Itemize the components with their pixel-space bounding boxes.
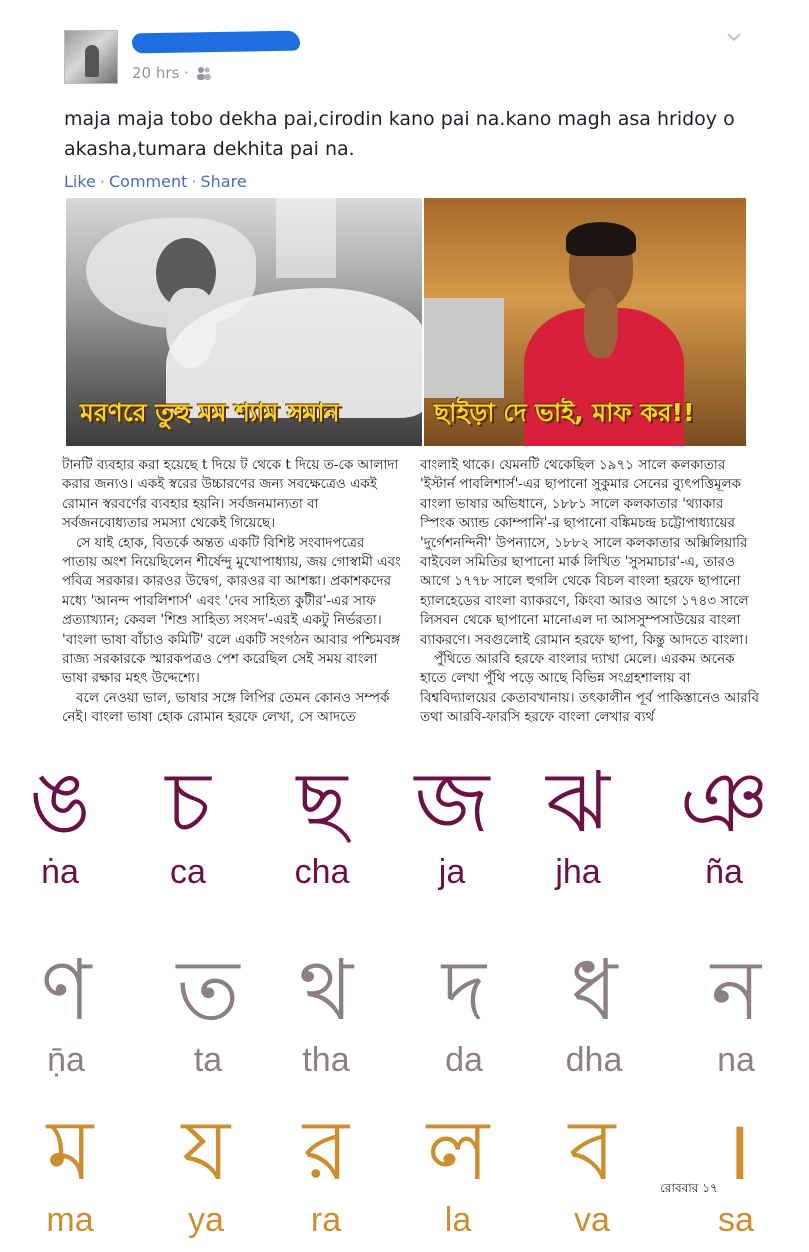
bengali-glyph: ত xyxy=(176,941,240,1039)
photo-caption-left: মরণরে তুহু মম শ্যাম সমান xyxy=(80,398,340,427)
transliteration: ja xyxy=(438,853,466,891)
page-footer: রোববার ১৭ xyxy=(660,1181,718,1195)
letter-card xyxy=(10,1100,130,1240)
transliteration: da xyxy=(445,1041,483,1079)
letter-card xyxy=(148,940,268,1080)
monitor xyxy=(424,298,504,398)
folded-hands xyxy=(584,288,618,358)
bengali-glyph: য xyxy=(181,1101,231,1199)
bengali-glyph: ঝ xyxy=(546,753,610,851)
article-paragraph: বলে নেওয়া ভাল, ভাষার সঙ্গে লিপির তেমন কোনও সম্পর্ক নেই। বাংলা ভাষা হোক রোমান হরফে লেখা, সে আদতে xyxy=(62,689,390,726)
bengali-glyph: থ xyxy=(298,941,354,1039)
transliteration: tha xyxy=(302,1041,350,1079)
post-timestamp[interactable]: 20 hrs · xyxy=(132,64,189,82)
window-light xyxy=(276,198,336,278)
bengali-glyph: ধ xyxy=(570,941,618,1039)
bengali-glyph: ঙ xyxy=(29,753,91,851)
bengali-glyph: জ xyxy=(414,753,490,851)
avatar[interactable] xyxy=(64,30,118,84)
transliteration: sa xyxy=(718,1201,754,1239)
bengali-glyph: র xyxy=(302,1101,350,1199)
letter-card xyxy=(534,940,654,1080)
share-link[interactable]: Share xyxy=(200,172,247,191)
comment-link[interactable]: Comment xyxy=(109,172,188,191)
bengali-glyph: ণ xyxy=(40,941,92,1039)
transliteration: ya xyxy=(188,1201,224,1239)
friends-audience-icon[interactable] xyxy=(196,66,212,80)
transliteration: cha xyxy=(294,853,350,891)
transliteration: jha xyxy=(555,853,601,891)
transliteration: ma xyxy=(46,1201,94,1239)
article-column-left xyxy=(62,456,402,728)
bengali-glyph: ব xyxy=(568,1101,616,1199)
letter-card xyxy=(128,752,248,892)
bengali-glyph: চ xyxy=(165,753,211,851)
redacted-username xyxy=(132,31,300,54)
action-separator: · xyxy=(191,172,197,191)
facebook-post xyxy=(48,14,760,204)
letter-card xyxy=(676,1100,796,1240)
transliteration: ṇ̄a xyxy=(47,1041,85,1079)
letter-card xyxy=(262,752,382,892)
article-paragraph: বাংলাই থাকে। যেমনটি থেকেছিল ১৯৭১ সালে কলকাতার 'ইস্টার্ন পাবলিশার্স'-এর ছাপানো সুকুমার সেনের ব্যুৎপত্তিমূলক বাংলা ভাষার অভিধানে, ১৮৮১ সালে কলকাতার 'থ্যাকার স্পিংক অ্যান্ড কোম্পানি'-র ছাপানো বঙ্কিমচন্দ্র চট্টোপাধ্যায়ের 'দুর্গেশনন্দিনী' উপন্যাসে, ১৮৮২ সালে কলকাতার অক্সিলিয়ারি বাইবেল সমিতির ছাপানো মার্ক লিখিত 'সুসমাচার'-এ, তারও আগে ১৭৭৮ সালে হুগলি থেকে বিচল বাংলা হরফে ছাপানো হ্যালহেডের বাংলা ব্যাকরণে, কিংবা আরও আগে ১৭৪৩ সালে লিসবন থেকে ছাপানো মানোএল দা আসসুম্পসাউয়ের বাংলা ব্যাকরণে। সবগুলোই রোমান হরফে ছাপা, কিন্তু আদতে বাংলা। xyxy=(420,457,749,648)
post-text: maja maja tobo dekha pai,cirodin kano pai na.kano magh asa hridoy o akasha,tumara dekhita pai na. xyxy=(64,108,735,160)
letter-card xyxy=(392,752,512,892)
letter-card xyxy=(266,940,386,1080)
letter-card xyxy=(532,1100,652,1240)
letter-card xyxy=(518,752,638,892)
post-actions xyxy=(64,172,247,191)
letter-card xyxy=(6,940,126,1080)
letter-card xyxy=(676,940,796,1080)
article-paragraph: পুঁথিতে আরবি হরফে বাংলার দ্যাখা মেলে। এরকম অনেক হাতে লেখা পুঁথি পড়ে আছে বিভিন্ন সংগ্রহশালায় বা বিশ্ববিদ্যালয়ের কেতাবখানায়। তৎকালীন পূর্ব পাকিস্তানেও আরবি তথা আরবি-ফারসি হরফে বাংলা লেখার ব্যর্থ xyxy=(420,651,760,726)
bengali-glyph: ন xyxy=(710,941,762,1039)
meme-photo-right[interactable] xyxy=(424,198,746,446)
article-paragraph: টানটি ব্যবহার করা হয়েছে t দিয়ে ট থেকে t দিয়ে ত-কে আলাদা করার জন্যও। একই স্বরের উচ্চারণের জন্য সবক্ষেত্রেও একই রোমান স্বরবর্ণের ব্যবহার হয়নি। সর্বজনমান্যতা বা সর্বজনবোধ্যতার সমস্যা থেকেই গিয়েছে। xyxy=(62,457,399,532)
bengali-glyph: ম xyxy=(46,1101,94,1199)
bengali-glyph: দ xyxy=(441,941,487,1039)
bengali-glyph: ল xyxy=(426,1101,490,1199)
transliteration: ña xyxy=(705,853,743,891)
bengali-glyph: । xyxy=(720,1101,752,1199)
like-link[interactable]: Like xyxy=(64,172,96,191)
transliteration: na xyxy=(717,1041,755,1079)
transliteration: dha xyxy=(565,1041,623,1079)
transliteration: ra xyxy=(310,1201,342,1239)
letter-card xyxy=(0,752,120,892)
action-separator: · xyxy=(99,172,105,191)
transliteration: va xyxy=(574,1201,610,1239)
transliteration: ta xyxy=(193,1041,223,1079)
letter-card xyxy=(266,1100,386,1240)
bengali-glyph: ছ xyxy=(296,753,348,851)
person-hair xyxy=(566,222,636,256)
bengali-glyph: ঞ xyxy=(679,753,769,851)
letter-card xyxy=(664,752,784,892)
transliteration: ṅa xyxy=(41,853,79,891)
letter-card xyxy=(404,940,524,1080)
meme-photo-left[interactable] xyxy=(66,198,422,446)
transliteration: ca xyxy=(170,853,206,891)
photo-caption-right: ছাইড়া দে ভাই, মাফ কর!! xyxy=(434,398,695,427)
article-paragraph: সে যাই হোক, বিতর্কে অন্তত একটি বিশিষ্ট সংবাদপত্রের পাতায় অংশ নিয়েছিলেন শীর্ষেন্দু মুখোপাধ্যায়, জয় গোস্বামী এবং পবিত্র সরকার। কারওর উদ্বেগ, কারওর বা আশঙ্কা। প্রকাশকদের মধ্যে 'আনন্দ পাবলিশার্স' এবং 'দেব সাহিত্য কুটীর'-এর সাফ প্রত্যাখ্যান; কেবল 'শিশু সাহিত্য সংসদ'-এরই একটু নির্ভরতা। 'বাংলা ভাষা বাঁচাও কমিটি' বলে একটি সংগঠন আবার পশ্চিমবঙ্গ রাজ্য সরকারকে স্মারকপত্রও পেশ করেছিল সেই সময় বাংলা ভাষা রক্ষার মহৎ উদ্দেশ্যে। xyxy=(62,534,401,687)
letter-card xyxy=(146,1100,266,1240)
transliteration: la xyxy=(444,1201,472,1239)
letter-card xyxy=(398,1100,518,1240)
chevron-down-icon[interactable] xyxy=(726,32,742,42)
article-column-right xyxy=(420,456,760,728)
